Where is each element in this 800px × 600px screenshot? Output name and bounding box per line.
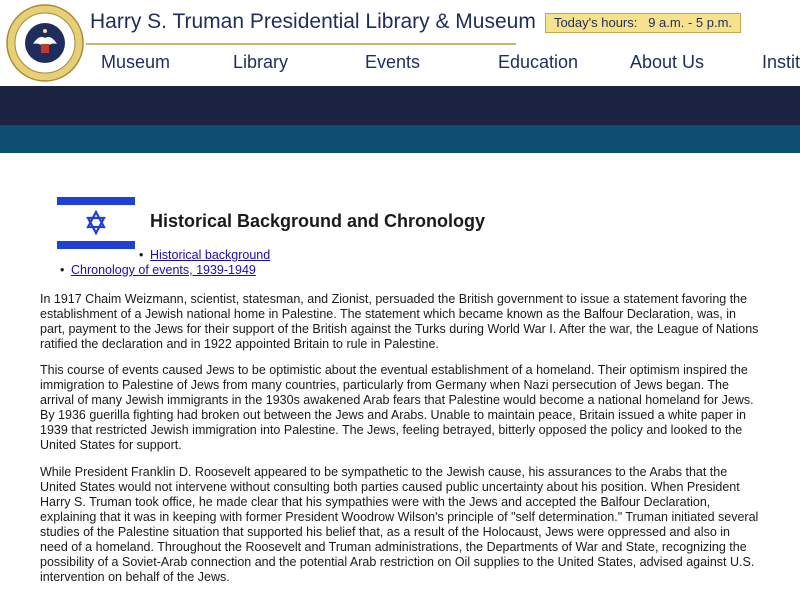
todays-hours-badge: [545, 13, 741, 33]
site-header: [0, 0, 800, 86]
page-title: Historical Background and Chronology: [150, 211, 486, 231]
main-nav: [0, 52, 800, 80]
nav-institute[interactable]: Instit: [762, 52, 800, 72]
link-chronology-of-events[interactable]: Chronology of events, 1939-1949: [71, 263, 256, 277]
paragraph-balfour: In 1917 Chaim Weizmann, scientist, statesman, and Zionist, persuaded the British government to issue a statement favoring the establishment of a Jewish national home in Palestine. The statement which became known as the Balfour Declaration, was, in part, payment to the Jews for their support of the British against the Turks during World War I. After the war, the League of Nations ratified the declaration and in 1922 appointed Britain to rule in Palestine.: [40, 292, 759, 351]
header-band-blue: [0, 125, 800, 153]
paragraph-immigration: This course of events caused Jews to be optimistic about the eventual establishment of a homeland. Their optimism inspired the immigration to Palestine of Jews from many countries, particularly from Germany when Nazi persecution of Jews began. The arrival of many Jewish immigrants in the 1930s awakened Arab fears that Palestine would become a national homeland for Jews. By 1936 guerilla fighting had broken out between the Jews and Arabs. Unable to maintain peace, Britain issued a white paper in 1939 that restricted Jewish immigration into Palestine. The Jews, feeling betrayed, bitterly opposed the policy and looked to the United States for support.: [40, 363, 754, 452]
nav-about-us[interactable]: About Us: [630, 52, 705, 72]
link-historical-background[interactable]: Historical background: [150, 248, 271, 262]
site-title[interactable]: Harry S. Truman Presidential Library & Museum: [90, 10, 536, 33]
hours-value: 9 a.m. - 5 p.m.: [648, 15, 733, 30]
toc-item: [60, 263, 256, 277]
title-divider: [86, 43, 516, 45]
hours-label: Today's hours:: [553, 15, 638, 30]
paragraph-roosevelt-truman: While President Franklin D. Roosevelt appeared to be sympathetic to the Jewish cause, his assurances to the Arabs that the United States would not intervene without consulting both parties caused public uncertainty about his position. When President Harry S. Truman took office, he made clear that his sympathies were with the Jews and accepted the Balfour Declaration, explaining that it was in keeping with former President Woodrow Wilson's principle of "self determination." Truman initiated several studies of the Palestine situation that supported his belief that, as a result of the Holocaust, Jews were oppressed and also in need of a homeland. Throughout the Roosevelt and Truman administrations, the Departments of War and State, recognizing the possibility of a Soviet-Arab connection and the potential Arab restriction on Oil supplies to the United States, advised against U.S. intervention on behalf of the Jews.: [40, 465, 759, 584]
toc-item: [139, 248, 271, 262]
nav-museum[interactable]: Museum: [101, 52, 171, 72]
bullet: •: [139, 248, 144, 262]
nav-events[interactable]: Events: [365, 52, 421, 72]
bullet: •: [60, 263, 65, 277]
nav-library[interactable]: Library: [233, 52, 289, 72]
header-band-dark: [0, 86, 800, 125]
nav-education[interactable]: Education: [498, 52, 579, 72]
israel-flag-image: [57, 197, 135, 249]
